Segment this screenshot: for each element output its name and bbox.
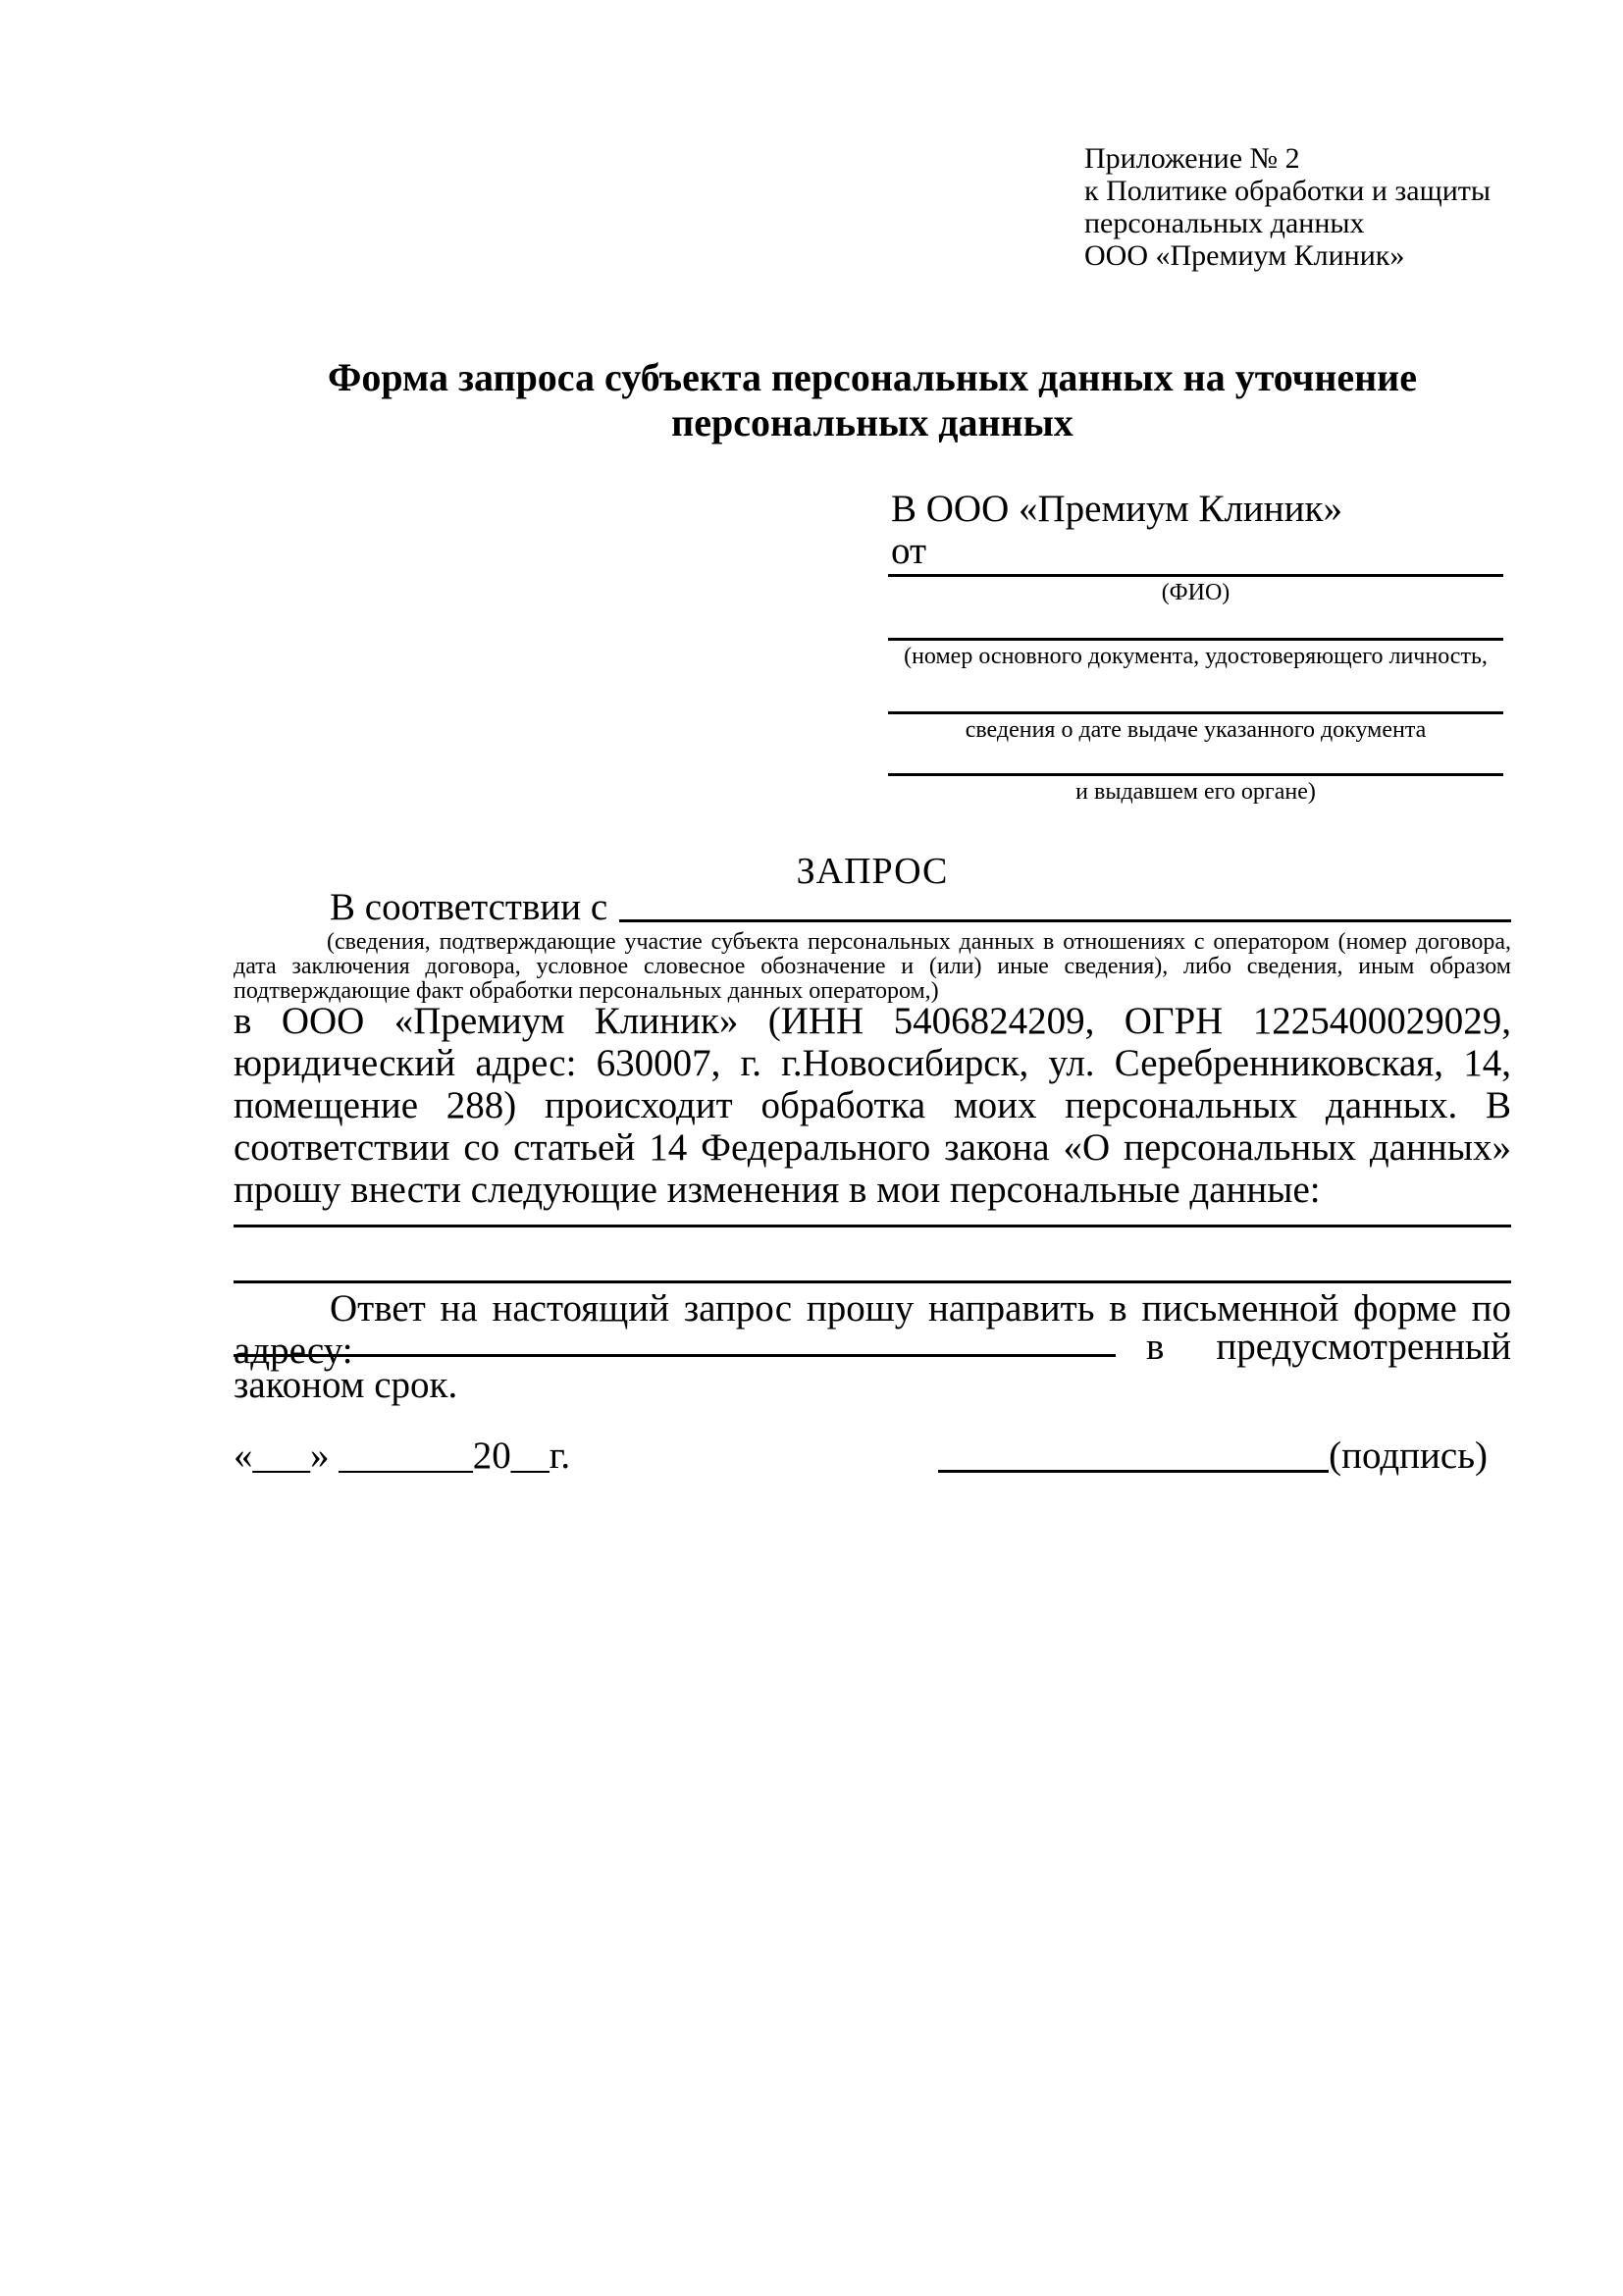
fio-caption: (ФИО) [1161,580,1230,605]
accordance-row [234,886,1511,928]
address-field-line[interactable] [234,1354,1116,1357]
appendix-header [1084,142,1526,272]
addressee-to: В ООО «Премиум Клиник» [891,488,1342,530]
appendix-header-line: ООО «Премиум Клиник» [1084,239,1405,272]
signature-row [938,1435,1488,1479]
issuing-authority-field-line[interactable] [888,773,1503,776]
changes-field-line-2[interactable] [234,1280,1511,1283]
response-word-due: предусмотренный [1216,1326,1511,1368]
response-word-in: в [1146,1326,1165,1368]
accordance-note: (сведения, подтверждающие участие субъекта персональных данных в отношениях с оператором (номер договора, дата заключения договора, условное словесное обозначение и (или) иные сведения), либо сведения, иным образом подтверждающие факт обработки персональных данных оператором,) [234,929,1511,1004]
request-heading: ЗАПРОС [796,851,949,892]
issue-date-field-line[interactable] [888,711,1503,714]
issue-date-caption: сведения о дате выдаче указанного документа [965,717,1427,743]
fio-field-line[interactable] [888,574,1503,577]
response-line-1: Ответ на настоящий запрос прошу направить в письменной форме по адресу: [234,1287,1511,1372]
appendix-header-line: к Политике обработки и защиты [1084,175,1492,207]
issuing-authority-caption: и выдавшем его органе) [1075,779,1316,805]
changes-field-line-1[interactable] [234,1225,1511,1227]
signature-field-line[interactable] [938,1435,1329,1473]
date-field[interactable]: «___» _______20__г. [234,1435,571,1477]
accordance-prefix: В соответствии с [330,886,608,928]
accordance-field-line[interactable] [619,886,1511,922]
response-line-2-right [1146,1326,1511,1368]
response-line-3: законом срок. [234,1364,458,1406]
document-title: Форма запроса субъекта персональных данных на уточнение персональных данных [328,355,1417,444]
appendix-header-line: Приложение № 2 [1084,142,1300,175]
id-doc-field-line[interactable] [888,638,1503,641]
id-doc-caption: (номер основного документа, удостоверяющего личность, [904,644,1488,669]
appendix-header-line: персональных данных [1084,207,1365,239]
addressee-from: от [891,530,927,572]
signature-caption: (подпись) [1329,1435,1488,1477]
request-body-paragraph: в ООО «Премиум Клиник» (ИНН 5406824209, ОГРН 1225400029029, юридический адрес: 630007, г. г.Новосибирск, ул. Серебренниковская, 14, помещение 288) происходит обработка моих персональных данных. В соответствии со статьей 14 Федерального закона «О персональных данных» прошу внести следующие изменения в мои персональные данные: [234,1000,1511,1211]
